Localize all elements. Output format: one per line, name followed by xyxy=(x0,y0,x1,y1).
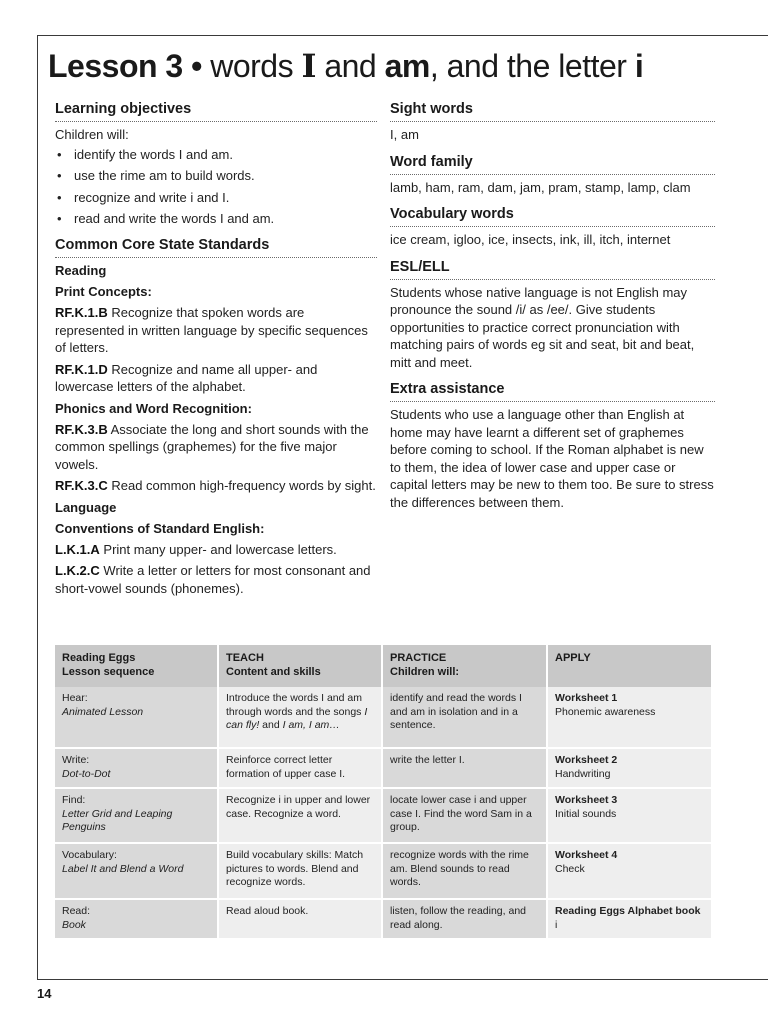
standard-rfk1d xyxy=(55,361,377,396)
worksheet-desc: Phonemic awareness xyxy=(555,705,656,718)
word-family-heading: Word family xyxy=(390,153,715,175)
worksheet-desc: Handwriting xyxy=(555,767,611,780)
list-item: • identify the words I and am. xyxy=(55,146,377,163)
title-and: and xyxy=(315,48,385,84)
practice-cell: recognize words with the rime am. Blend sounds to read words. xyxy=(383,844,548,900)
esl-text: Students whose native language is not English may pronounce the sound /i/ as /ee/. Give students opportunities to practice correct pronunciation with matching pairs of words eg sit and seat, bit and beat, mitt and meet. xyxy=(390,284,695,370)
sequence-cell xyxy=(55,900,219,940)
activity-label: Vocabulary: xyxy=(62,849,117,861)
objectives-list xyxy=(55,146,377,228)
worksheet-title: Worksheet 1 xyxy=(555,692,618,704)
sight-words-section xyxy=(390,100,715,144)
objectives-intro: Children will: xyxy=(55,127,129,142)
standards-print-concepts: Print Concepts: xyxy=(55,284,152,299)
header-line: Lesson sequence xyxy=(62,666,155,678)
standard-code: RF.K.3.C xyxy=(55,478,108,493)
header-line: Children will: xyxy=(390,666,460,678)
header-line: PRACTICE xyxy=(390,652,447,664)
activity-label: Write: xyxy=(62,754,90,766)
table-header-row xyxy=(55,645,713,687)
worksheet-title: Worksheet 2 xyxy=(555,754,618,766)
objectives-heading: Learning objectives xyxy=(55,100,377,122)
apply-cell xyxy=(548,844,713,900)
activity-label: Find: xyxy=(62,794,86,806)
practice-cell: listen, follow the reading, and read along. xyxy=(383,900,548,940)
sequence-cell xyxy=(55,844,219,900)
table-row xyxy=(55,749,713,789)
standards-phonics: Phonics and Word Recognition: xyxy=(55,400,252,416)
word-family-section xyxy=(390,153,715,197)
sequence-cell xyxy=(55,687,219,749)
standard-text: Write a letter or letters for most consonant and short-vowel sounds (phonemes). xyxy=(55,563,371,596)
lesson-sequence-table xyxy=(55,645,713,940)
table-row xyxy=(55,900,713,940)
practice-cell: identify and read the words I and am in isolation and in a sentence. xyxy=(383,687,548,749)
extra-assistance-text: Students who use a language other than English at home may have learnt a different set of graphemes before coming to school. If the Roman alphabet is new to them, the idea of lower case and upper case or capital letters may be new to them too. Be sure to stress the differences between them. xyxy=(390,407,714,510)
standards-reading: Reading xyxy=(55,263,107,278)
activity-name: Letter Grid and Leaping Penguins xyxy=(62,807,173,833)
vocabulary-text: ice cream, igloo, ice, insects, ink, ill, itch, internet xyxy=(390,232,671,247)
standards-section xyxy=(55,236,377,597)
standards-conventions: Conventions of Standard English: xyxy=(55,520,265,536)
table-header xyxy=(219,645,383,687)
title-bullet: • xyxy=(182,48,211,84)
title-words: words xyxy=(210,48,302,84)
practice-cell: write the letter I. xyxy=(383,749,548,789)
standard-text: Recognize that spoken words are represented in written language by specific sequences of letters. xyxy=(55,305,368,355)
standard-lk1a xyxy=(55,541,377,559)
standards-language: Language xyxy=(55,499,117,515)
table-header xyxy=(55,645,219,687)
activity-name: Label It and Blend a Word xyxy=(62,862,184,875)
standard-text: Associate the long and short sounds with the common spellings (graphemes) for the five major vowels. xyxy=(55,421,369,472)
teach-cell xyxy=(219,687,383,749)
apply-cell xyxy=(548,749,713,789)
vocabulary-heading: Vocabulary words xyxy=(390,205,715,227)
word-family-text: lamb, ham, ram, dam, jam, pram, stamp, lamp, clam xyxy=(390,179,691,195)
activity-name: Dot-to-Dot xyxy=(62,767,111,780)
standard-lk2c xyxy=(55,562,377,597)
sight-words-heading: Sight words xyxy=(390,100,715,122)
list-item: • recognize and write i and I. xyxy=(55,189,377,206)
left-column xyxy=(55,100,377,606)
activity-label: Read: xyxy=(62,905,91,917)
standard-rfk1b xyxy=(55,304,377,357)
header-line: APPLY xyxy=(555,652,591,664)
esl-heading: ESL/ELL xyxy=(390,258,715,280)
header-line: TEACH xyxy=(226,652,264,664)
apply-cell xyxy=(548,900,713,940)
extra-assistance-heading: Extra assistance xyxy=(390,380,715,402)
title-lesson: Lesson 3 xyxy=(48,48,183,84)
header-line: Content and skills xyxy=(226,666,321,678)
worksheet-desc: Initial sounds xyxy=(555,807,617,820)
apply-cell xyxy=(548,687,713,749)
objectives-section xyxy=(55,100,377,227)
worksheet-desc: i xyxy=(555,918,558,931)
teach-text: Introduce the words I and am through words and the songs xyxy=(226,692,365,718)
table-row xyxy=(55,844,713,900)
worksheet-desc: Check xyxy=(555,862,585,875)
standard-rfk3b xyxy=(55,421,377,474)
sequence-cell xyxy=(55,789,219,844)
table-row xyxy=(55,789,713,844)
extra-assistance-section xyxy=(390,380,715,511)
table-row xyxy=(55,687,713,749)
song-title: I am, I am… xyxy=(282,719,340,731)
standard-code: L.K.1.A xyxy=(55,541,100,557)
page-number: 14 xyxy=(37,986,52,1001)
activity-name: Animated Lesson xyxy=(62,705,144,718)
title-rest: , and the letter xyxy=(429,48,635,84)
activity-label: Hear: xyxy=(62,692,88,704)
esl-section xyxy=(390,258,715,372)
title-word-am: am xyxy=(384,48,430,84)
worksheet-title: Worksheet 3 xyxy=(555,794,618,806)
song-title: I can fly! xyxy=(226,705,368,731)
title-letter-i: i xyxy=(634,48,644,84)
standard-text: Print many upper- and lowercase letters. xyxy=(99,541,337,557)
sight-words-text: I, am xyxy=(390,127,419,142)
standard-code: RF.K.3.B xyxy=(55,421,108,437)
worksheet-title: Worksheet 4 xyxy=(555,849,618,861)
page-title xyxy=(48,46,768,90)
teach-cell: Build vocabulary skills: Match pictures to words. Blend and recognize words. xyxy=(219,844,383,900)
teach-cell: Reinforce correct letter formation of upper case I. xyxy=(219,749,383,789)
standards-heading: Common Core State Standards xyxy=(55,236,377,258)
teach-cell: Read aloud book. xyxy=(219,900,383,940)
apply-cell xyxy=(548,789,713,844)
standard-code: L.K.2.C xyxy=(55,563,100,578)
activity-name: Book xyxy=(62,918,86,931)
standard-text: Recognize and name all upper- and lowercase letters of the alphabet. xyxy=(55,361,318,394)
standard-code: RF.K.1.B xyxy=(55,305,108,320)
teach-text: and xyxy=(259,719,283,731)
vocabulary-section xyxy=(390,205,715,249)
sequence-cell xyxy=(55,749,219,789)
table-header xyxy=(548,645,713,687)
standard-text: Read common high-frequency words by sight. xyxy=(107,478,376,493)
practice-cell: locate lower case i and upper case I. Find the word Sam in a group. xyxy=(383,789,548,844)
teach-cell: Recognize i in upper and lower case. Recognize a word. xyxy=(219,789,383,844)
title-word-i: I xyxy=(301,47,316,85)
header-line: Reading Eggs xyxy=(62,652,136,664)
table-header xyxy=(383,645,548,687)
list-item: • use the rime am to build words. xyxy=(55,167,377,184)
standard-rfk3c xyxy=(55,477,377,495)
right-column xyxy=(390,100,715,520)
list-item: • read and write the words I and am. xyxy=(55,210,377,227)
worksheet-title: Reading Eggs Alphabet book xyxy=(555,905,701,917)
standard-code: RF.K.1.D xyxy=(55,361,108,377)
